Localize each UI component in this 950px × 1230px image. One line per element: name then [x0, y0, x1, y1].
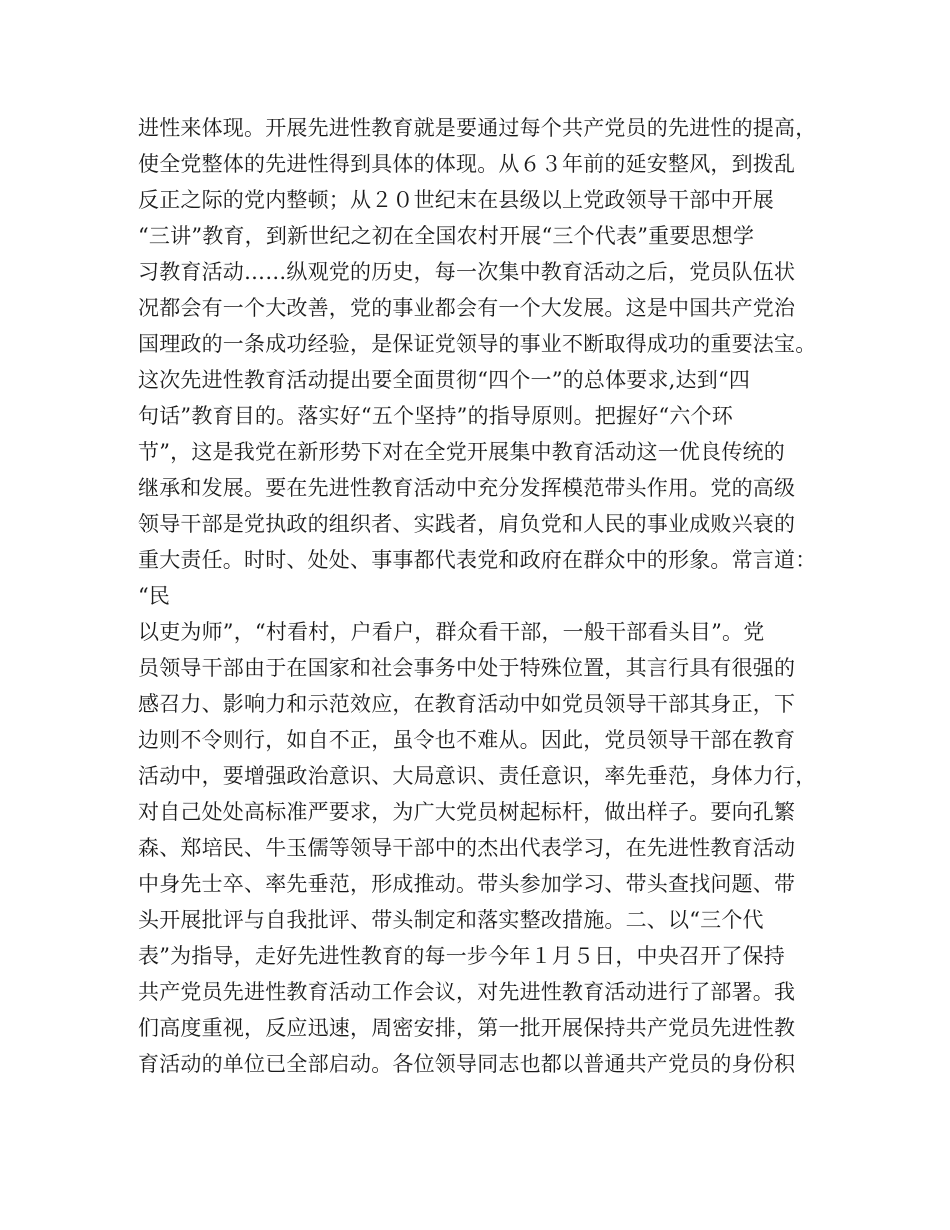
text-line: 况都会有一个大改善，党的事业都会有一个大发展。这是中国共产党治 [138, 296, 796, 320]
text-line: 继承和发展。要在先进性教育活动中充分发挥模范带头作用。党的高级 [138, 476, 796, 500]
text-line: 育活动的单位已全部启动。各位领导同志也都以普通共产党员的身份积 [138, 1052, 796, 1076]
text-line: 活动中，要增强政治意识、大局意识、责任意识，率先垂范，身体力行， [138, 764, 817, 788]
text-line: 共产党员先进性教育活动工作会议，对先进性教育活动进行了部署。我 [138, 980, 796, 1004]
text-line: 反正之际的党内整顿；从２０世纪末在县级以上党政领导干部中开展 [138, 188, 774, 212]
text-line: 们高度重视，反应迅速，周密安排，第一批开展保持共产党员先进性教 [138, 1016, 796, 1040]
text-line: “民 [138, 584, 171, 608]
text-line: “三讲”教育，到新世纪之初在全国农村开展“三个代表”重要思想学 [138, 224, 755, 248]
text-line: 这次先进性教育活动提出要全面贯彻“四个一”的总体要求,达到“四 [138, 368, 751, 392]
text-line: 节”，这是我党在新形势下对在全党开展集中教育活动这一优良传统的 [138, 440, 785, 464]
body-text [138, 110, 828, 1082]
text-line: 对自己处处高标准严要求，为广大党员树起标杆，做出样子。要向孔繁 [138, 800, 796, 824]
text-line: 员领导干部由于在国家和社会事务中处于特殊位置，其言行具有很强的 [138, 656, 796, 680]
text-line: 句话”教育目的。落实好“五个坚持”的指导原则。把握好“六个环 [138, 404, 733, 428]
text-line: 表”为指导，走好先进性教育的每一步今年１月５日，中央召开了保持 [138, 944, 785, 968]
text-line: 以吏为师”，“村看村，户看户，群众看干部，一般干部看头目”。党 [138, 620, 765, 644]
text-line: 头开展批评与自我批评、带头制定和落实整改措施。二、以“三个代 [138, 908, 764, 932]
text-line: 领导干部是党执政的组织者、实践者，肩负党和人民的事业成败兴衰的 [138, 512, 796, 536]
text-line: 使全党整体的先进性得到具体的体现。从６３年前的延安整风，到拨乱 [138, 152, 796, 176]
text-line: 中身先士卒、率先垂范，形成推动。带头参加学习、带头查找问题、带 [138, 872, 796, 896]
text-line: 国理政的一条成功经验，是保证党领导的事业不断取得成功的重要法宝。 [138, 332, 817, 356]
text-line: 感召力、影响力和示范效应，在教育活动中如党员领导干部其身正，下 [138, 692, 796, 716]
text-line: 边则不令则行，如自不正，虽令也不难从。因此，党员领导干部在教育 [138, 728, 796, 752]
text-line: 森、郑培民、牛玉儒等领导干部中的杰出代表学习，在先进性教育活动 [138, 836, 796, 860]
text-line: 习教育活动……纵观党的历史，每一次集中教育活动之后，党员队伍状 [138, 260, 796, 284]
text-line: 重大责任。时时、处处、事事都代表党和政府在群众中的形象。常言道： [138, 548, 817, 572]
text-line: 进性来体现。开展先进性教育就是要通过每个共产党员的先进性的提高， [138, 116, 817, 140]
